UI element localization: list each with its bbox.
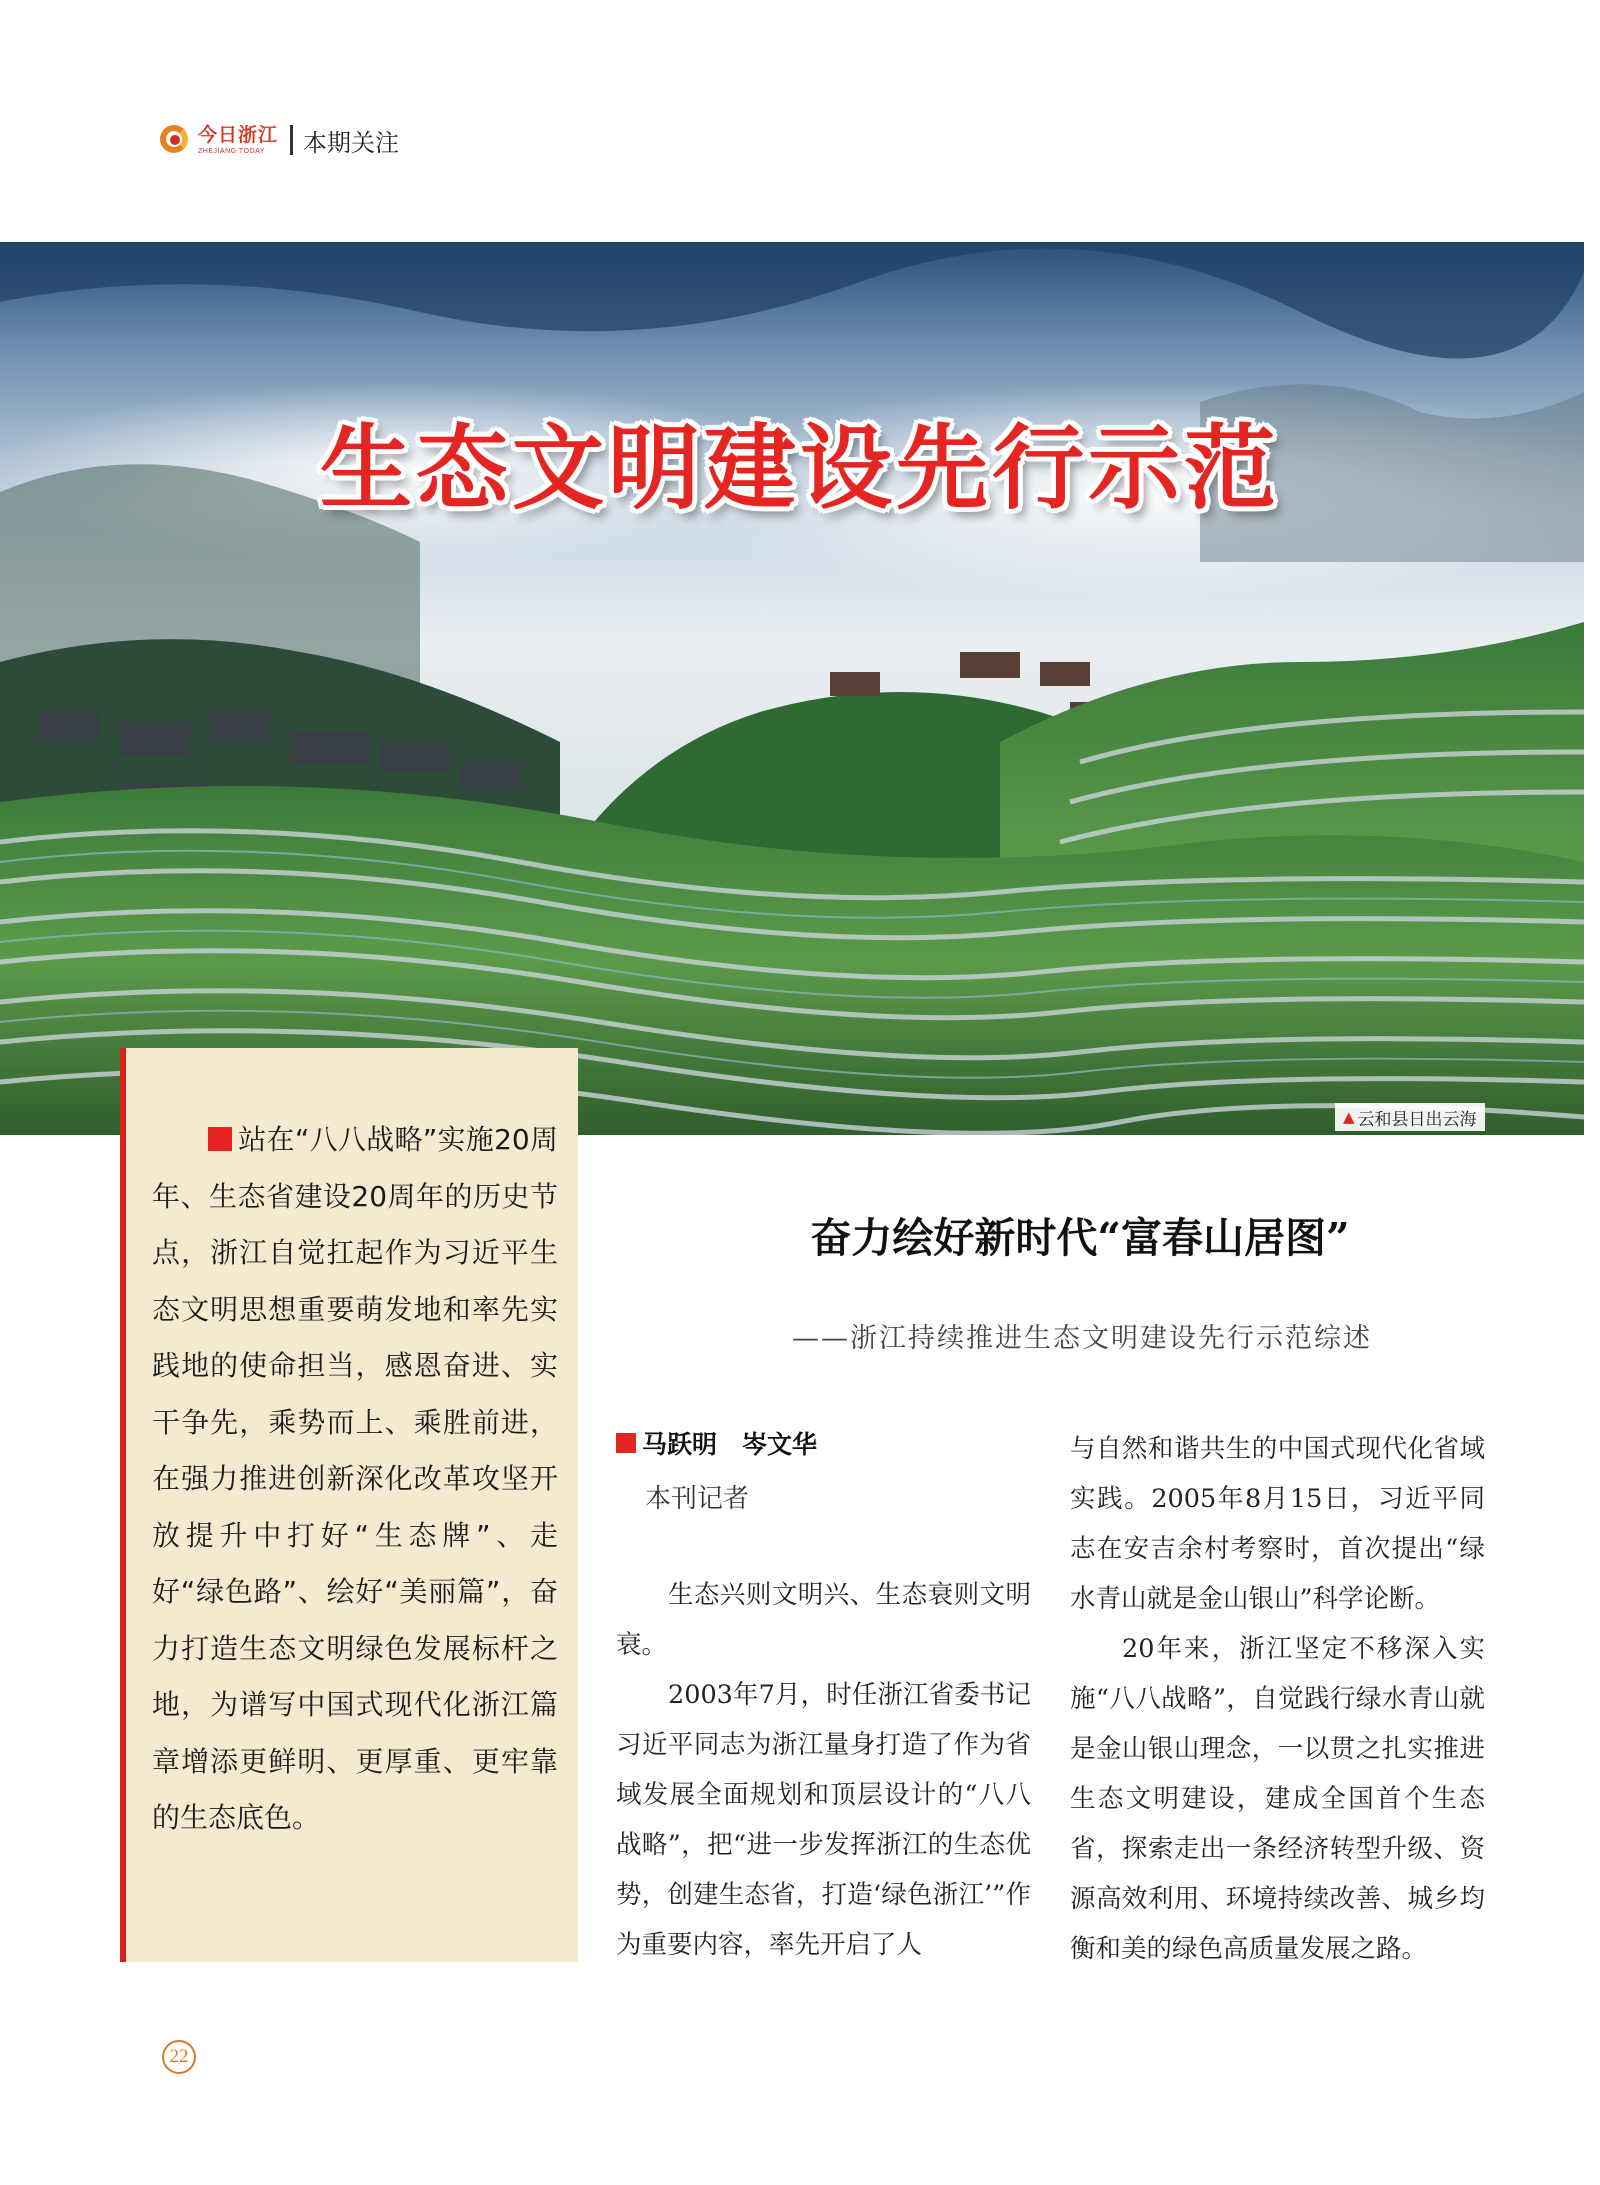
article-subtitle: ——浙江持续推进生态文明建设先行示范综述 bbox=[792, 1323, 1372, 1354]
summary-box bbox=[120, 1048, 578, 1962]
article-paragraph: 2003年7月，时任浙江省委书记习近平同志为浙江量身打造了作为省域发展全面规划和顶层设计的“八八战略”，把“进一步发挥浙江的生态优势，创建生态省，打造‘绿色浙江’”作为重要内容，率先开启了人 bbox=[616, 1680, 1031, 1960]
article-paragraph: 20年来，浙江坚定不移深入实施“八八战略”，自觉践行绿水青山就是金山银山理念，一以贯之扎实推进生态文明建设，建成全国首个生态省，探索走出一条经济转型升级、资源高效利用、环境持续改善、城乡均衡和美的绿色高质量发展之路。 bbox=[1070, 1634, 1485, 1964]
red-square-icon bbox=[208, 1127, 232, 1151]
photo-caption bbox=[1335, 1103, 1485, 1131]
author-names: 马跃明 岑文华 bbox=[642, 1430, 818, 1459]
article-title: 奋力绘好新时代“富春山居图” bbox=[810, 1214, 1350, 1262]
hero-title: 生态文明建设先行示范 bbox=[319, 415, 1280, 522]
magazine-header bbox=[158, 118, 399, 162]
triangle-icon: ▲ bbox=[1343, 1108, 1355, 1126]
byline bbox=[616, 1425, 817, 1461]
page-number: 22 bbox=[162, 2040, 196, 2074]
terraced-fields-illustration bbox=[0, 242, 1584, 1135]
red-square-icon bbox=[616, 1433, 636, 1453]
logo-english-text: ZHEJIANG TODAY bbox=[198, 147, 265, 155]
header-divider bbox=[290, 125, 293, 155]
author-role: 本刊记者 bbox=[645, 1484, 750, 1514]
summary-text: 站在“八八战略”实施20周年、生态省建设20周年的历史节点，浙江自觉扛起作为习近平生态文明思想重要萌发地和率先实践地的使命担当，感恩奋进、实干争先，乘势而上、乘胜前进，在强力推进创新深化改革攻坚开放提升中打好“生态牌”、走好“绿色路”、绘好“美丽篇”，奋力打造生态文明绿色发展标杆之地，为谱写中国式现代化浙江篇章增添更鲜明、更厚重、更牢靠的生态底色。 bbox=[152, 1123, 558, 1834]
hero-photo bbox=[0, 242, 1584, 1135]
magazine-logo-icon bbox=[158, 123, 192, 157]
article-paragraph: 生态兴则文明兴、生态衰则文明衰。 bbox=[616, 1580, 1031, 1660]
article-paragraph-continuation: 与自然和谐共生的中国式现代化省域实践。2005年8月15日，习近平同志在安吉余村考察时，首次提出“绿水青山就是金山银山”科学论断。 bbox=[1070, 1434, 1485, 1614]
summary-paragraph bbox=[152, 1112, 558, 1847]
magazine-logo bbox=[198, 123, 279, 155]
section-name: 本期关注 bbox=[303, 128, 400, 157]
logo-chinese-text: 今日浙江 bbox=[198, 123, 279, 146]
article-column-left bbox=[616, 1570, 1031, 1970]
photo-caption-text: 云和县日出云海 bbox=[1357, 1109, 1477, 1130]
article-column-right bbox=[1070, 1424, 1485, 1974]
